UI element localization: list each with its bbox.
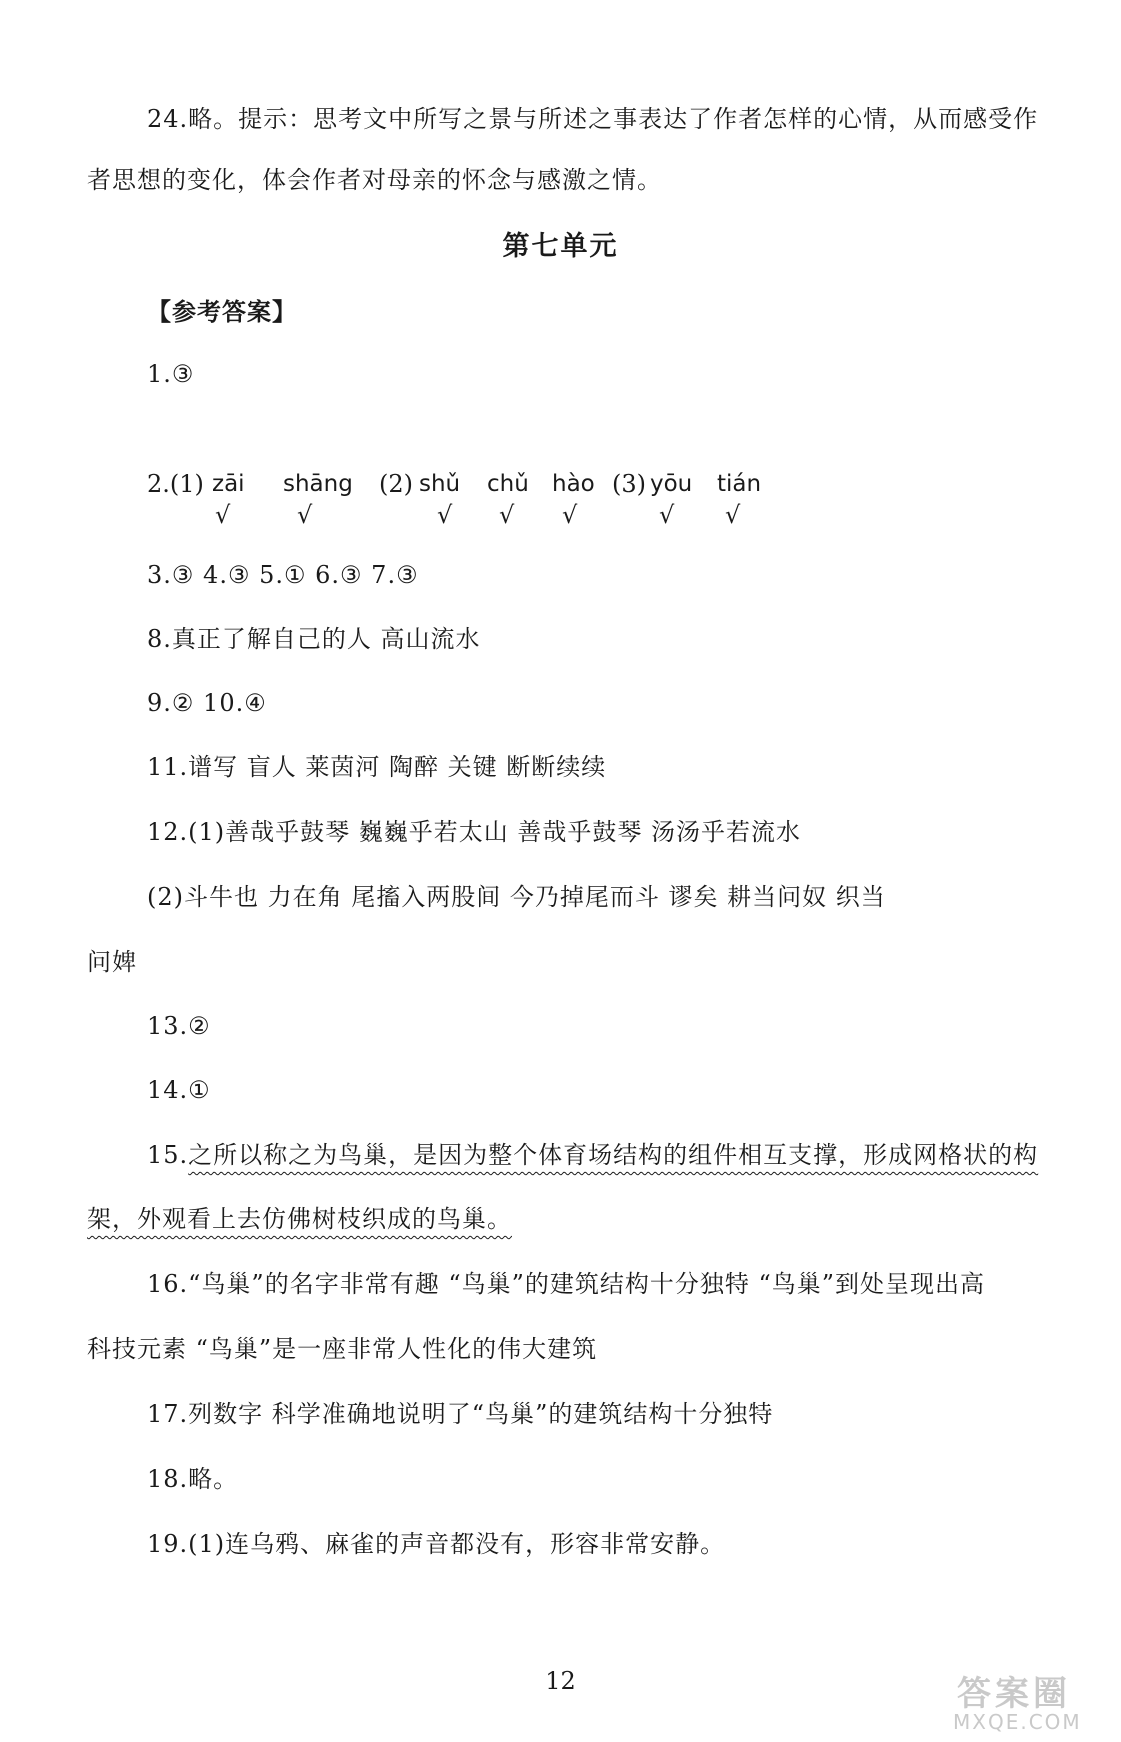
pinyin-item: zāi (212, 471, 245, 497)
answer-15-line1 (147, 1138, 1038, 1172)
check-mark-icon: √ (437, 501, 453, 529)
answer-16-line2: 科技元素 “鸟巢”是一座非常人性化的伟大建筑 (87, 1335, 598, 1363)
answer-15-underlined-text: 之所以称之为鸟巢，是因为整个体育场结构的组件相互支撑，形成网格状的构 (188, 1141, 1039, 1169)
pinyin-item: hào (552, 471, 595, 497)
check-mark-icon: √ (215, 501, 231, 529)
answer-14: 14.① (147, 1076, 211, 1104)
answers-9-to-10: 9.② 10.④ (147, 689, 267, 717)
check-mark-icon: √ (297, 501, 313, 529)
check-mark-icon: √ (562, 501, 578, 529)
answer-24-line2: 者思想的变化，体会作者对母亲的怀念与感激之情。 (87, 166, 662, 194)
check-mark-icon: √ (659, 501, 675, 529)
answer-12-part2: (2)斗牛也 力在角 尾搐入两股间 今乃掉尾而斗 谬矣 耕当问奴 织当 (147, 883, 886, 911)
answer-15-number: 15. (147, 1141, 189, 1169)
answer-17: 17.列数字 科学准确地说明了“鸟巢”的建筑结构十分独特 (147, 1400, 774, 1428)
answer-15-line2 (87, 1202, 512, 1236)
answer-2-label-2: (2) (379, 470, 413, 498)
answer-2-prefix: 2.(1) (147, 470, 204, 498)
pinyin-item: chǔ (487, 471, 529, 497)
answer-1: 1.③ (147, 360, 195, 388)
answer-24-line1: 24.略。提示：思考文中所写之景与所述之事表达了作者怎样的心情，从而感受作 (147, 105, 1039, 133)
pinyin-item: yōu (650, 471, 693, 497)
answer-13: 13.② (147, 1012, 211, 1040)
answers-3-to-7: 3.③ 4.③ 5.① 6.③ 7.③ (147, 561, 419, 589)
answer-2-label-3: (3) (612, 470, 646, 498)
answer-12-part1: 12.(1)善哉乎鼓琴 巍巍乎若太山 善哉乎鼓琴 汤汤乎若流水 (147, 818, 802, 846)
reference-answer-header: 【参考答案】 (147, 297, 297, 326)
answer-2-pinyin-row (147, 468, 807, 538)
page-number: 12 (545, 1667, 576, 1695)
pinyin-item: shǔ (419, 471, 461, 497)
answer-8: 8.真正了解自己的人 高山流水 (147, 625, 481, 653)
answer-11: 11.谱写 盲人 莱茵河 陶醉 关键 断断续续 (147, 753, 607, 781)
check-mark-icon: √ (499, 501, 515, 529)
unit-title: 第七单元 (502, 231, 619, 262)
answer-12-part2-cont: 问婢 (87, 948, 137, 976)
pinyin-item: shāng (283, 471, 353, 497)
check-mark-icon: √ (725, 501, 741, 529)
answer-19-part1: 19.(1)连乌鸦、麻雀的声音都没有，形容非常安静。 (147, 1530, 726, 1558)
answer-15-underlined-text-cont: 架，外观看上去仿佛树枝织成的鸟巢。 (87, 1205, 512, 1233)
pinyin-item: tián (717, 471, 762, 497)
watermark-top-text: 答案圈 (957, 1674, 1071, 1714)
answer-18: 18.略。 (147, 1465, 239, 1493)
watermark-bottom-text: MXQE.COM (953, 1710, 1082, 1734)
watermark-logo (931, 1666, 1109, 1736)
answer-16-line1: 16.“鸟巢”的名字非常有趣 “鸟巢”的建筑结构十分独特 “鸟巢”到处呈现出高 (147, 1270, 986, 1298)
